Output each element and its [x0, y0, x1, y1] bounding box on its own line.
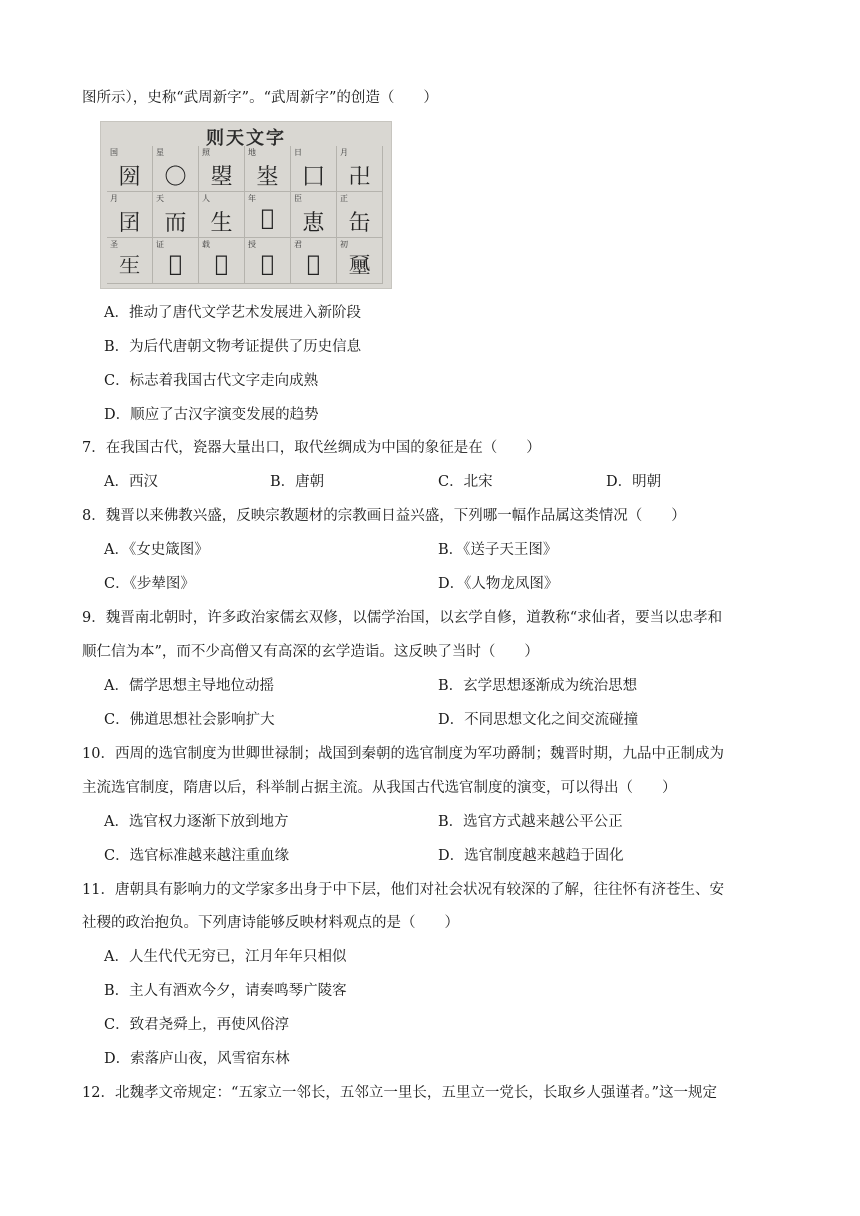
q10-stem-line2: 主流选官制度，隋唐以后，科举制占据主流。从我国古代选官制度的演变，可以得出（ ） [82, 780, 677, 796]
q9-option-a: A．儒学思想主导地位动摇 [104, 678, 274, 694]
character-cell [107, 238, 153, 284]
q8-option-a: A．《女史箴图》 [104, 542, 209, 558]
q8-option-d: D．《人物龙凤图》 [438, 576, 559, 592]
character-cell-glyph: 生 [210, 211, 233, 236]
character-cell-label: 授 [248, 240, 256, 249]
q8-option-c: C．《步辇图》 [104, 576, 195, 592]
q10-option-c: C．选官标准越来越注重血缘 [104, 848, 290, 864]
zetian-characters-figure [100, 121, 392, 289]
character-cell [291, 146, 337, 192]
character-cell-glyph: 〇 [164, 165, 187, 190]
character-cell [291, 238, 337, 284]
character-cell [337, 238, 383, 284]
character-cell-label: 天 [156, 194, 164, 203]
character-cell-glyph: 囗 [302, 165, 325, 190]
q12-stem: 12．北魏孝文帝规定：“五家立一邻长，五邻立一里长，五里立一党长，长取乡人强谨者。”这一规定 [82, 1085, 718, 1101]
character-cell-glyph: 囝 [118, 211, 141, 236]
q11-stem-line1: 11．唐朝具有影响力的文学家多出身于中下层，他们对社会状况有较深的了解，往往怀有济苍生、安 [82, 882, 724, 898]
character-cell [337, 192, 383, 238]
q7-option-c: C．北宋 [438, 474, 493, 490]
q6-option-b: B．为后代唐朝文物考证提供了历史信息 [104, 339, 362, 355]
character-cell-glyph: 而 [164, 211, 187, 236]
character-cell-glyph: 𥠢 [260, 252, 275, 277]
character-cell-glyph: 𠡦 [260, 206, 275, 231]
character-cell-glyph: 埊 [256, 165, 279, 190]
character-cell-label: 月 [340, 148, 348, 157]
q6-option-c: C．标志着我国古代文字走向成熟 [104, 373, 319, 389]
q7-option-a: A．西汉 [104, 474, 158, 490]
character-grid [107, 146, 385, 284]
q9-option-d: D．不同思想文化之间交流碰撞 [438, 712, 639, 728]
character-cell [245, 146, 291, 192]
character-cell-label: 初 [340, 240, 348, 249]
q11-stem-line2: 社稷的政治抱负。下列唐诗能够反映材料观点的是（ ） [82, 915, 459, 931]
character-cell [245, 192, 291, 238]
character-cell-glyph: 缶 [348, 211, 371, 236]
character-cell-label: 星 [156, 148, 164, 157]
q7-stem: 7．在我国古代，瓷器大量出口，取代丝绸成为中国的象征是在（ ） [82, 440, 541, 456]
q8-stem: 8．魏晋以来佛教兴盛，反映宗教题材的宗教画日益兴盛，下列哪一幅作品属这类情况（ ） [82, 508, 686, 524]
character-cell-glyph: 卍 [348, 165, 371, 190]
character-cell [245, 238, 291, 284]
character-cell-label: 月 [110, 194, 118, 203]
character-cell [291, 192, 337, 238]
character-cell-glyph: 𤯔 [118, 254, 141, 279]
character-cell-label: 臣 [294, 194, 302, 203]
character-cell-glyph: 𠡕 [214, 252, 229, 277]
character-cell-label: 载 [202, 240, 210, 249]
character-cell [199, 238, 245, 284]
character-cell [153, 192, 199, 238]
q11-option-d: D．索落庐山夜，风雪宿东林 [104, 1051, 290, 1067]
character-cell [337, 146, 383, 192]
q11-option-a: A．人生代代无穷已，江月年年只相似 [104, 949, 347, 965]
character-cell [199, 192, 245, 238]
character-cell [107, 192, 153, 238]
character-cell-label: 照 [202, 148, 210, 157]
character-cell-label: 圣 [110, 240, 118, 249]
character-cell [153, 146, 199, 192]
character-cell-label: 年 [248, 194, 256, 203]
character-cell-label: 国 [110, 148, 118, 157]
q6-stem-continuation: 图所示），史称“武周新字”。“武周新字”的创造（ ） [82, 90, 438, 106]
character-cell [153, 238, 199, 284]
character-cell-label: 人 [202, 194, 210, 203]
q11-option-c: C．致君尧舜上，再使风俗淳 [104, 1017, 290, 1033]
q9-stem-line1: 9．魏晋南北朝时，许多政治家儒玄双修，以儒学治国，以玄学自修，道教称“求仙者，要当以忠孝和 [82, 610, 723, 626]
q7-option-b: B．唐朝 [270, 474, 325, 490]
character-cell-glyph: 𨠵 [168, 252, 183, 277]
q6-option-a: A．推动了唐代文学艺术发展进入新阶段 [104, 305, 361, 321]
character-cell [107, 146, 153, 192]
character-cell-label: 君 [294, 240, 302, 249]
figure-title: 则天文字 [206, 128, 286, 149]
q7-option-d: D．明朝 [606, 474, 662, 490]
q10-stem-line1: 10．西周的选官制度为世卿世禄制；战国到秦朝的选官制度为军功爵制；魏晋时期，九品中正制成为 [82, 746, 724, 762]
q6-option-d: D．顺应了古汉字演变发展的趋势 [104, 407, 319, 423]
character-cell-glyph: 曌 [210, 165, 233, 190]
character-cell-glyph: 圀 [118, 165, 141, 190]
q9-stem-line2: 顺仁信为本”，而不少高僧又有高深的玄学造诣。这反映了当时（ ） [82, 644, 539, 660]
q8-option-b: B．《送子天王图》 [438, 542, 558, 558]
character-cell-glyph: 𡔈 [348, 254, 371, 279]
q10-option-d: D．选官制度越来越趋于固化 [438, 848, 624, 864]
q9-option-b: B．玄学思想逐渐成为统治思想 [438, 678, 638, 694]
q9-option-c: C．佛道思想社会影响扩大 [104, 712, 275, 728]
q11-option-b: B．主人有酒欢今夕，请奏鸣琴广陵客 [104, 983, 347, 999]
character-cell [199, 146, 245, 192]
character-cell-glyph: 𠺞 [306, 252, 321, 277]
character-cell-glyph: 恵 [302, 211, 325, 236]
character-cell-label: 证 [156, 240, 164, 249]
character-cell-label: 正 [340, 194, 348, 203]
character-cell-label: 地 [248, 148, 256, 157]
character-cell-label: 日 [294, 148, 302, 157]
q10-option-b: B．选官方式越来越公平公正 [438, 814, 623, 830]
q10-option-a: A．选官权力逐渐下放到地方 [104, 814, 289, 830]
